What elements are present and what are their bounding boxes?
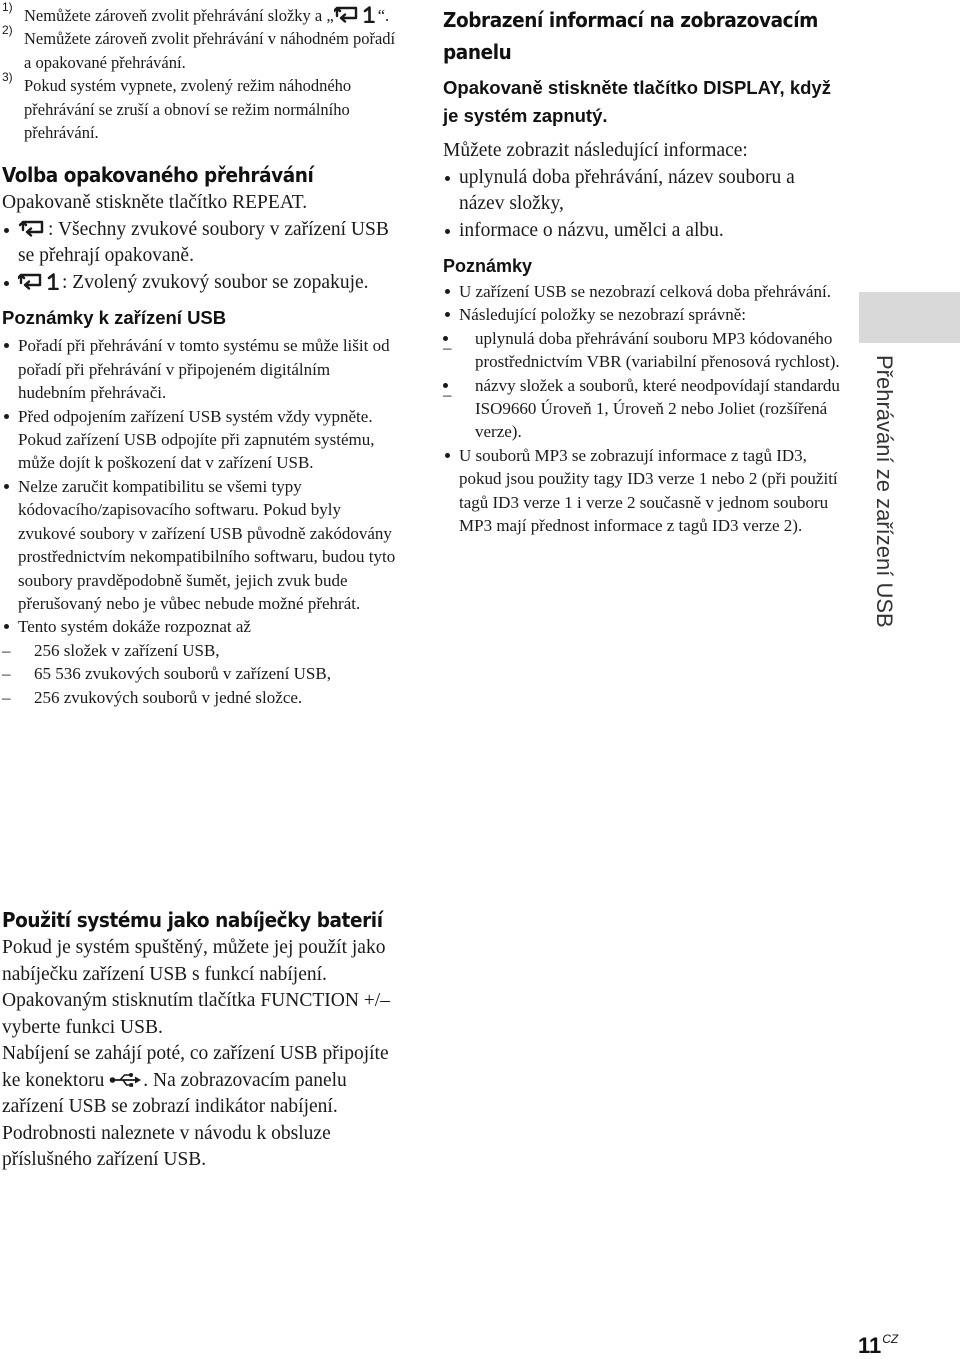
page-number: $11^{CZ}$ xyxy=(858,1332,899,1358)
charger-paragraph: Opakovaným stisknutím tlačítka FUNCTION +/– vyberte funkci USB. xyxy=(2,990,390,1038)
footnote: 3) Pokud systém vypnete, zvolený režim náhodného přehrávání se zruší a obnoví se režim normálního přehrávání. xyxy=(2,70,352,143)
list-item: Tento systém dokáže rozpoznat až xyxy=(2,615,402,638)
notes-sublist xyxy=(443,327,843,444)
chapter-tab xyxy=(859,292,960,343)
list-item: – 256 složek v zařízení USB, xyxy=(2,639,402,662)
footnote: 1) Nemůžete zároveň zvolit přehrávání složky a „ “. xyxy=(2,0,390,25)
list-item: : Zvolený zvukový soubor se zopakuje. xyxy=(2,270,402,297)
charger-paragraph: Nabíjení se zahájí poté, co zařízení USB připojíte ke konektoru . Na zobrazovacím panelu zařízení USB se zobrazí indikátor nabíjení. Podrobnosti naleznete v návodu k obsluze příslušného zařízení USB. xyxy=(2,1043,389,1170)
list-item: : Všechny zvukové soubory v zařízení USB se přehrají opakovaně. xyxy=(2,217,402,270)
section-heading: Poznámky k zařízení USB xyxy=(2,307,227,329)
list-item: Nelze zaručit kompatibilitu se všemi typy kódovacího/zapisovacího softwaru. Pokud byly zvukové soubory v zařízení USB původně zakódovány prostřednictvím nekompatibilního softwaru, budou tyto soubory pravděpodobně šumět, jejich zvuk bude přerušovaný nebo je vůbec nebude možné přehrát. xyxy=(2,475,402,615)
section-heading: Použití systému jako nabíječky baterií xyxy=(2,908,383,932)
list-item: Následující položky se nezobrazí správně: – uplynulá doba přehrávání souboru MP3 kódovaného prostřednictvím VBR (variabilní přenosová rychlost). – názvy složek a souborů, které neodpovídají standardu ISO9660 Úroveň 1, Úroveň 2 nebo Joliet (rozšířená verze). xyxy=(443,303,843,443)
display-info-list xyxy=(443,165,843,245)
list-item: – 256 zvukových souborů v jedné složce. xyxy=(2,686,402,709)
charger-paragraph: Pokud je systém spuštěný, můžete jej použít jako nabíječku zařízení USB s funkcí nabíjení. xyxy=(2,937,386,985)
list-item: Před odpojením zařízení USB systém vždy vypněte. Pokud zařízení USB odpojíte při zapnutém systému, může dojít k poškození dat v zařízení USB. xyxy=(2,405,402,475)
section-heading: Zobrazení informací na zobrazovacím panelu xyxy=(443,8,818,64)
section-heading: Volba opakovaného přehrávání xyxy=(2,163,314,188)
repeat-one-icon xyxy=(18,272,62,290)
charger-section xyxy=(2,905,402,1174)
chapter-label: Přehrávání ze zařízení USB xyxy=(872,355,897,628)
list-item: informace o názvu, umělci a albu. xyxy=(443,218,843,245)
repeat-modes xyxy=(2,217,402,297)
list-item: Pořadí při přehrávání v tomto systému se může lišit od pořadí při přehrávání v připojeném digitálním hudebním přehrávači. xyxy=(2,334,402,404)
usb-notes-section xyxy=(2,304,402,709)
usb-icon xyxy=(109,1072,143,1088)
repeat-intro: Opakovaně stiskněte tlačítko REPEAT. xyxy=(2,192,308,214)
display-subheading: Opakovaně stiskněte tlačítko DISPLAY, když je systém zapnutý. xyxy=(443,77,831,126)
usb-notes-list xyxy=(2,334,402,638)
left-column xyxy=(2,0,402,1170)
footnotes xyxy=(2,0,402,144)
notes-list xyxy=(443,280,843,537)
list-item: U zařízení USB se nezobrazí celková doba přehrávání. xyxy=(443,280,843,303)
list-item: – názvy složek a souborů, které neodpovídají standardu ISO9660 Úroveň 1, Úroveň 2 nebo Joliet (rozšířená verze). xyxy=(443,374,843,444)
list-item: U souborů MP3 se zobrazují informace z tagů ID3, pokud jsou použity tagy ID3 verze 1 nebo 2 (při použití tagů ID3 verze 1 i verze 2 současně v jednom souboru MP3 mají přednost informace z tagů ID3 verze 2). xyxy=(443,444,843,538)
right-column xyxy=(443,4,843,537)
list-item: uplynulá doba přehrávání, název souboru a název složky, xyxy=(443,165,843,218)
footnote: 2) Nemůžete zároveň zvolit přehrávání v náhodném pořadí a opakované přehrávání. xyxy=(2,23,396,72)
page-language: CZ xyxy=(882,1332,899,1346)
usb-limits-list xyxy=(2,639,402,709)
repeat-all-icon xyxy=(18,219,48,237)
display-intro: Můžete zobrazit následující informace: xyxy=(443,140,748,161)
list-item: – uplynulá doba přehrávání souboru MP3 kódovaného prostřednictvím VBR (variabilní přenosová rychlost). xyxy=(443,327,843,374)
repeat-section xyxy=(2,160,402,296)
repeat-one-icon xyxy=(334,5,378,23)
notes-heading: Poznámky xyxy=(443,256,533,276)
list-item: – 65 536 zvukových souborů v zařízení USB, xyxy=(2,662,402,685)
